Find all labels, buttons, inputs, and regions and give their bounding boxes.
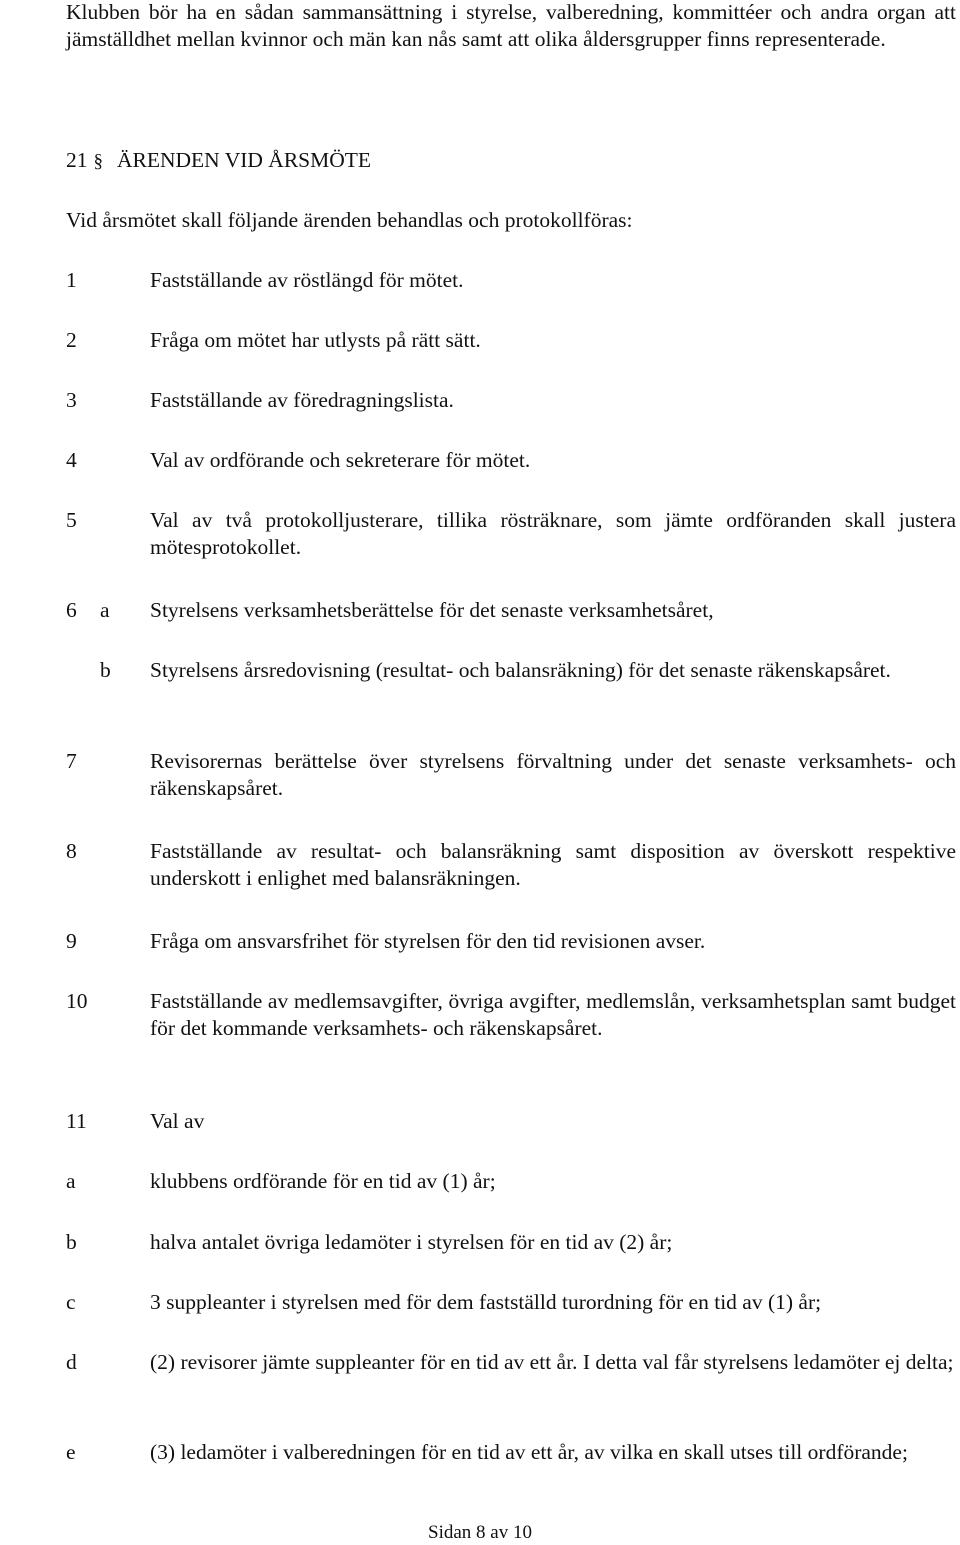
election-text: klubbens ordförande för en tid av (1) år; bbox=[150, 1169, 496, 1193]
election-text: (2) revisorer jämte suppleanter för en tid av ett år. I detta val får styrelsens ledamöter ej delta; bbox=[150, 1350, 954, 1374]
item-text: Styrelsens verksamhetsberättelse för det senaste verksamhetsåret, bbox=[150, 598, 714, 622]
section-title: ÄRENDEN VID ÅRSMÖTE bbox=[117, 148, 372, 172]
item-number: 10 bbox=[66, 989, 88, 1013]
item-number: 7 bbox=[66, 749, 77, 773]
election-letter: d bbox=[66, 1350, 77, 1374]
item-text: Fråga om ansvarsfrihet för styrelsen för den tid revisionen avser. bbox=[150, 929, 706, 953]
item-number: 1 bbox=[66, 268, 77, 292]
election-letter: e bbox=[66, 1440, 76, 1464]
intro-paragraph: Klubben bör ha en sådan sammansättning i styrelse, valberedning, kommittéer och andra organ att jämställdhet mellan kvinnor och män kan nås samt att olika åldersgrupper finns representerade. bbox=[66, 0, 956, 51]
section-symbol: § bbox=[93, 151, 103, 172]
item-text: Val av bbox=[150, 1109, 205, 1133]
election-text: halva antalet övriga ledamöter i styrelsen för en tid av (2) år; bbox=[150, 1230, 673, 1254]
item-text: Fastställande av medlemsavgifter, övriga avgifter, medlemslån, verksamhetsplan samt budget för det kommande verksamhets- och räkenskapsåret. bbox=[150, 989, 956, 1040]
item-number: 3 bbox=[66, 388, 77, 412]
item-number: 9 bbox=[66, 929, 77, 953]
section-lead: Vid årsmötet skall följande ärenden behandlas och protokollföras: bbox=[66, 208, 633, 232]
section-number: 21 bbox=[66, 148, 88, 172]
item-number: 4 bbox=[66, 448, 77, 472]
item-number: 5 bbox=[66, 508, 77, 532]
item-text: Styrelsens årsredovisning (resultat- och balansräkning) för det senaste räkenskapsåret. bbox=[150, 658, 891, 682]
item-text: Val av två protokolljusterare, tillika rösträknare, som jämte ordföranden skall justera mötesprotokollet. bbox=[150, 508, 956, 559]
item-text: Val av ordförande och sekreterare för mötet. bbox=[150, 448, 531, 472]
item-number: 8 bbox=[66, 839, 77, 863]
page-footer: Sidan 8 av 10 bbox=[428, 1522, 532, 1543]
election-letter: c bbox=[66, 1290, 76, 1314]
election-text: (3) ledamöter i valberedningen för en tid av ett år, av vilka en skall utses till ordförande; bbox=[150, 1440, 908, 1464]
item-sub-letter: b bbox=[100, 658, 111, 682]
item-number: 11 bbox=[66, 1109, 87, 1133]
item-number: 2 bbox=[66, 328, 77, 352]
election-letter: a bbox=[66, 1169, 76, 1193]
item-text: Fastställande av resultat- och balansräkning samt disposition av överskott respektive underskott i enlighet med balansräkningen. bbox=[150, 839, 956, 890]
item-number: 6 bbox=[66, 598, 77, 622]
item-text: Fråga om mötet har utlysts på rätt sätt. bbox=[150, 328, 481, 352]
item-text: Fastställande av röstlängd för mötet. bbox=[150, 268, 464, 292]
item-sub-letter: a bbox=[100, 598, 110, 622]
election-text: 3 suppleanter i styrelsen med för dem fastställd turordning för en tid av (1) år; bbox=[150, 1290, 822, 1314]
election-letter: b bbox=[66, 1230, 77, 1254]
item-text: Fastställande av föredragningslista. bbox=[150, 388, 454, 412]
item-text: Revisorernas berättelse över styrelsens förvaltning under det senaste verksamhets- och räkenskapsåret. bbox=[150, 749, 956, 800]
section-heading bbox=[66, 147, 371, 175]
